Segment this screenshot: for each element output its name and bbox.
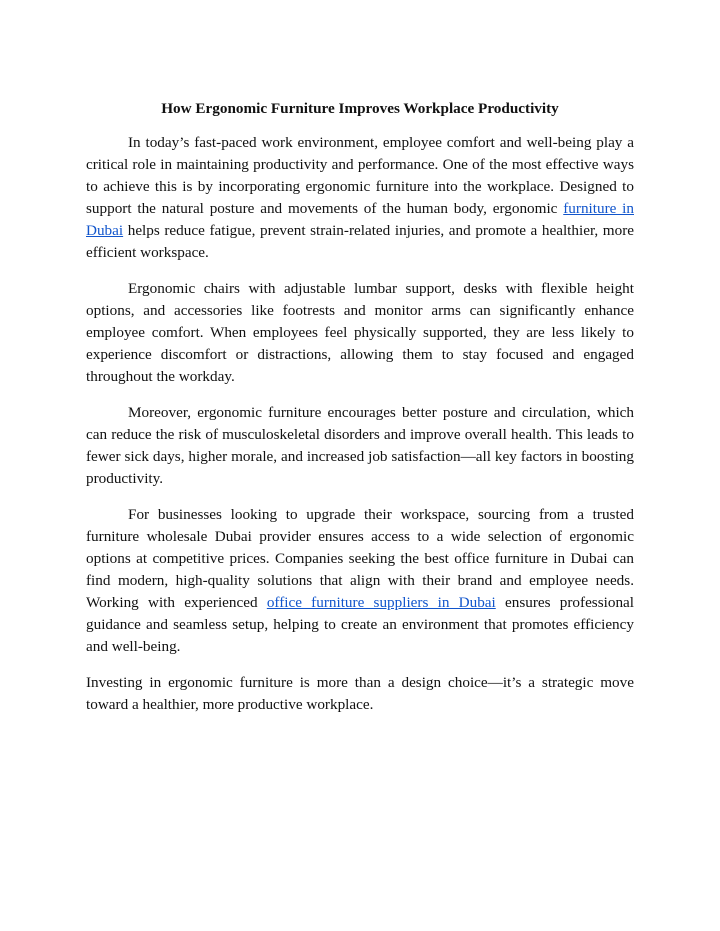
paragraph-businesses-text-before: For businesses looking to upgrade their workspace, sourcing from a trusted furniture wholesale Dubai provider ensures access to a wide selection of ergonomic options at competitive prices. Companies seeking the best office furniture in Dubai can find modern, high-quality solutions that align with their brand and employee needs. Working with experienced bbox=[86, 506, 634, 611]
paragraph-ergonomic-chairs: Ergonomic chairs with adjustable lumbar support, desks with flexible height options, and accessories like footrests and monitor arms can significantly enhance employee comfort. When employees feel physically supported, they are less likely to experience discomfort or distractions, allowing them to stay focused and engaged throughout the workday. bbox=[86, 280, 634, 385]
office-furniture-suppliers-link[interactable]: office furniture suppliers in Dubai bbox=[266, 594, 496, 611]
paragraph-intro-text-after: helps reduce fatigue, prevent strain-related injuries, and promote a healthier, more efficient workspace. bbox=[86, 222, 634, 261]
paragraph-posture: Moreover, ergonomic furniture encourages better posture and circulation, which can reduce the risk of musculoskeletal disorders and improve overall health. This leads to fewer sick days, higher morale, and increased job satisfaction—all key factors in boosting productivity. bbox=[86, 404, 634, 487]
paragraph-intro bbox=[86, 132, 634, 264]
paragraph-businesses bbox=[86, 504, 634, 658]
paragraph-conclusion: Investing in ergonomic furniture is more than a design choice—it’s a strategic move toward a healthier, more productive workplace. bbox=[86, 674, 634, 713]
paragraph-businesses-text-after: ensures professional guidance and seamless setup, helping to create an environment that promotes efficiency and well-being. bbox=[86, 594, 634, 655]
document-title: How Ergonomic Furniture Improves Workplace Productivity bbox=[161, 100, 559, 117]
furniture-in-dubai-link[interactable]: furniture in Dubai bbox=[86, 200, 634, 239]
paragraph-intro-text-before: In today’s fast-paced work environment, employee comfort and well-being play a critical role in maintaining productivity and performance. One of the most effective ways to achieve this is by incorporating ergonomic furniture into the workplace. Designed to support the natural posture and movements of the human body, ergonomic bbox=[86, 134, 634, 217]
